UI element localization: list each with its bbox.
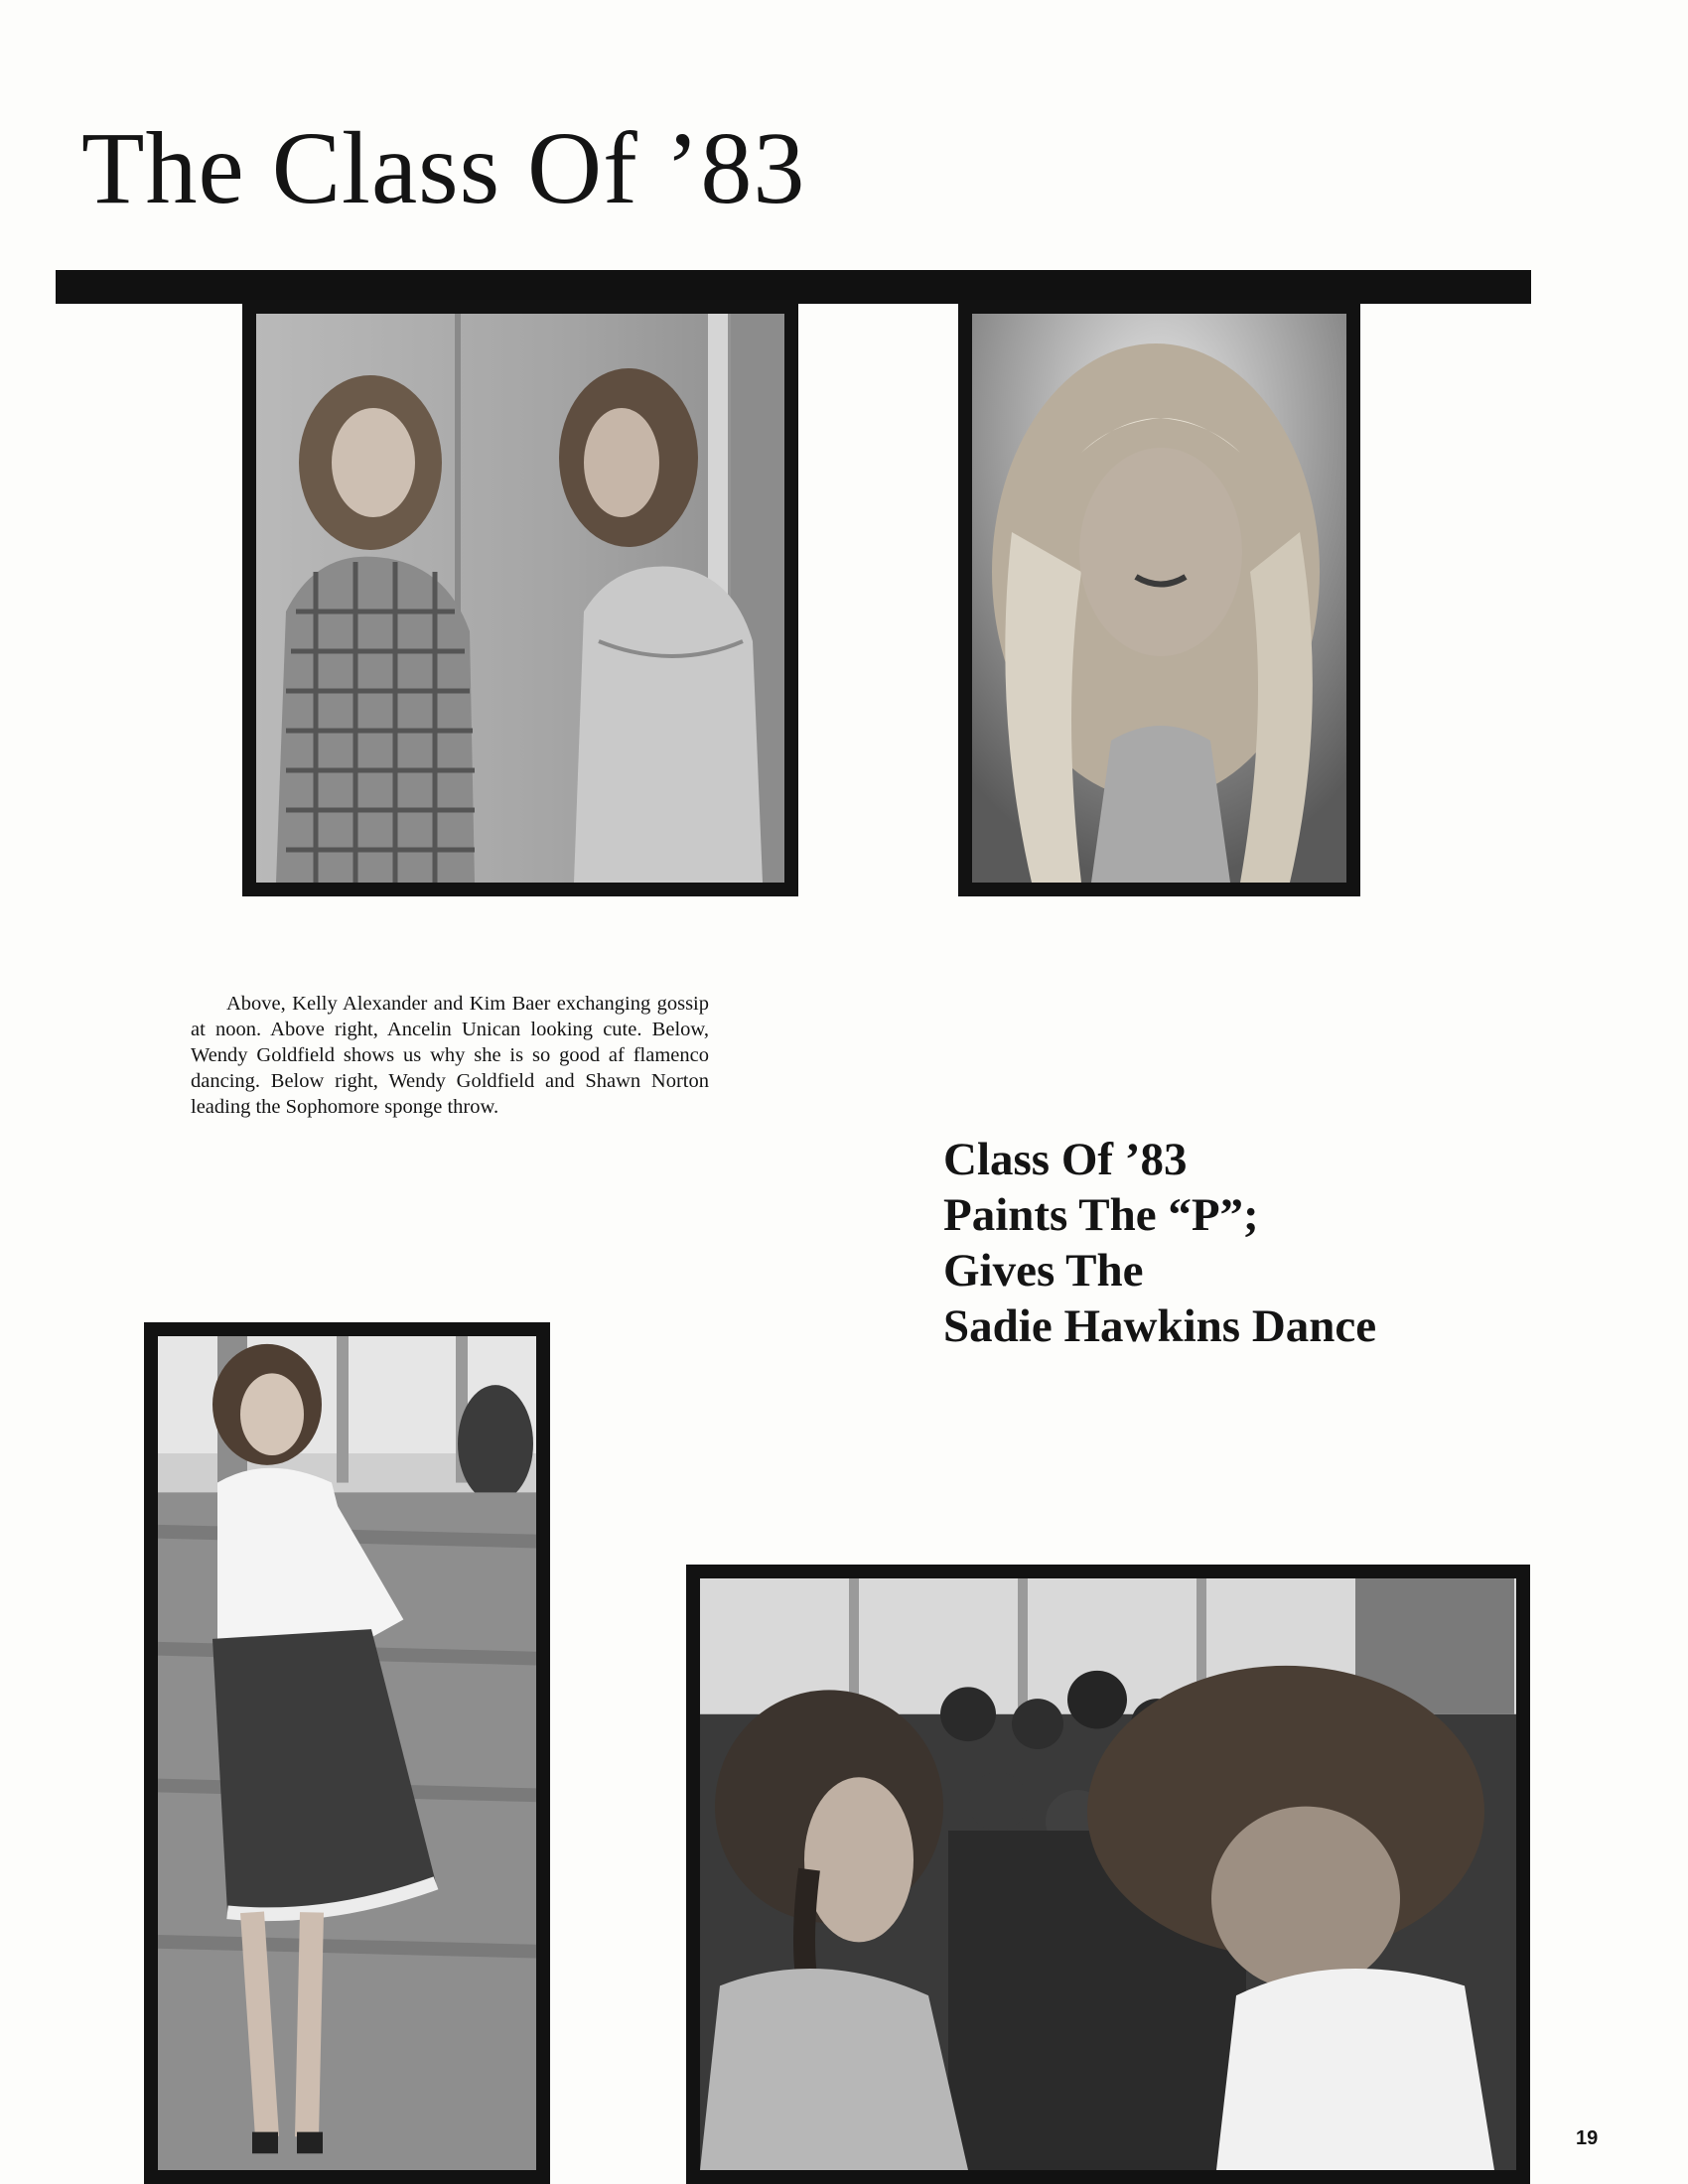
photo-caption: Above, Kelly Alexander and Kim Baer exchanging gossip at noon. Above right, Ancelin Unican looking cute. Below, Wendy Goldfield shows us why she is so good af flamenco dancing. Below right, Wendy Goldfield and Shawn Norton leading the Sophomore sponge throw. bbox=[191, 993, 709, 1118]
headline-line-3: Gives The bbox=[943, 1245, 1144, 1297]
blonde-girl-portrait-photo bbox=[958, 300, 1360, 896]
sponge-throw-crowd-image bbox=[700, 1578, 1516, 2170]
title-rule bbox=[56, 270, 1531, 304]
headline bbox=[943, 1132, 1376, 1354]
flamenco-dancer-photo bbox=[144, 1322, 550, 2184]
page-number: 19 bbox=[1576, 2127, 1599, 2149]
two-girls-talking-photo bbox=[242, 300, 798, 896]
headline-line-1: Class Of ’83 bbox=[943, 1134, 1188, 1185]
headline-line-2: Paints The “P”; bbox=[943, 1189, 1259, 1241]
page-title: The Class Of ’83 bbox=[81, 111, 806, 225]
two-girls-talking-image bbox=[256, 314, 784, 883]
blonde-girl-portrait-image bbox=[972, 314, 1346, 883]
headline-line-4: Sadie Hawkins Dance bbox=[943, 1300, 1377, 1352]
flamenco-dancer-image bbox=[158, 1336, 536, 2170]
sponge-throw-crowd-photo bbox=[686, 1565, 1530, 2184]
